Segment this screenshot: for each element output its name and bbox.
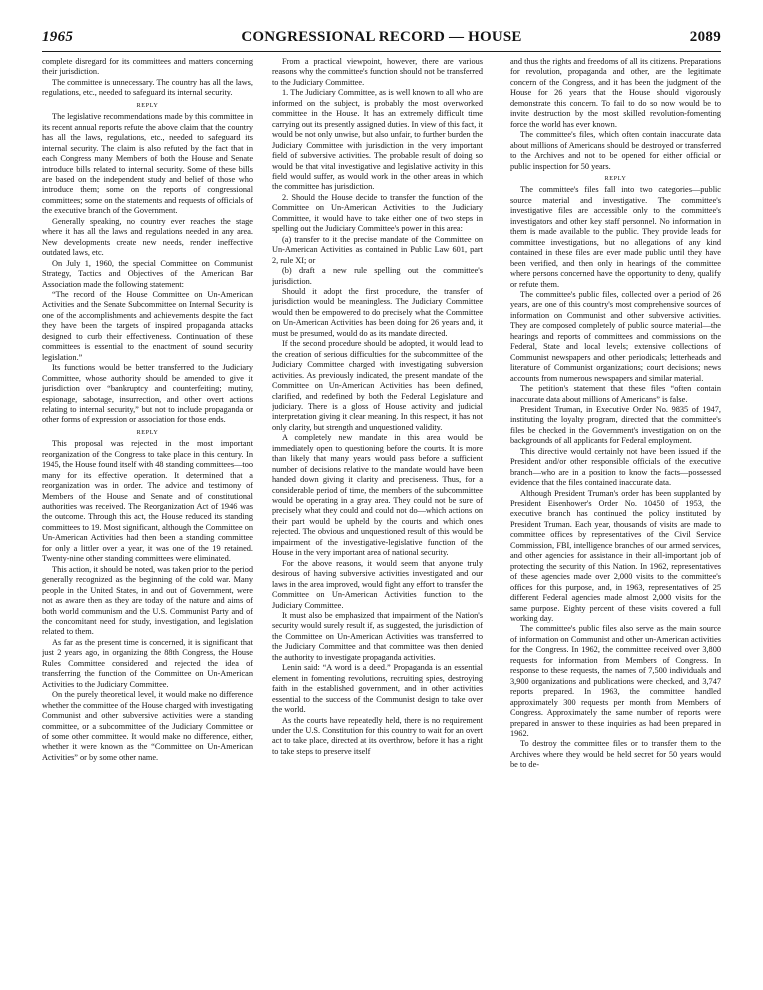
paragraph: For the above reasons, it would seem that anyone truly desirous of having subversive activities investigated and our laws in the area improved, would fight any effort to transfer the Committee on Un-American Activities function to the Judiciary Committee. (272, 558, 483, 610)
publication-title: CONGRESSIONAL RECORD — HOUSE (241, 29, 522, 45)
section-heading: REPLY (604, 174, 627, 182)
paragraph: “The record of the House Committee on Un-American Activities and the Senate Subcommittee on Internal Security is one of the accomplishments and achievements despite the fact they have been the targets of inspired propaganda attacks designed to curb their effectiveness. Continuation of these committees is essential to the enactment of sound security legislation.” (42, 289, 253, 362)
paragraph: This directive would certainly not have been issued if the President and/or other responsible officials of the executive branch—who are in a position to know the facts—possessed evidence that the files contained inaccurate data. (510, 446, 721, 488)
paragraph: This action, it should be noted, was taken prior to the period generally recognized as the beginning of the cold war. Many people in the United States, in and out of Government, were not as aware then as they are today of the nature and aims of both world communism and the U.S. Communist Party and of the concomitant need for study, investigation, and legislation related to them. (42, 564, 253, 637)
page-header (42, 29, 721, 53)
paragraph: If the second procedure should be adopted, it would lead to the creation of serious difficulties for the subcommittee of the Judiciary Committee charged with investigating subversion activities. As previously indicated, the present mandate of the Committee on Un-American Activities has been defined, clarified, and redefined by both the Federal Legislature and judiciary. There is a gloss of House activity and judicial interpretation giving it clear meaning. In this respect, it has not only clarity, but strength and unquestioned validity. (272, 339, 483, 432)
paragraph: (a) transfer to it the precise mandate of the Committee on Un-American Activities as contained in Public Law 601, part 2, rule XI; or (272, 234, 483, 265)
paragraph: On the purely theoretical level, it would make no difference whether the committee of the House charged with investigating Communist and other subversive activities were a standing committee, or a subcommittee of the Judiciary Committee or of some other committee. It would make no difference, either, whether it were known as the “Committee on Un-American Activities” or by some other name. (42, 690, 253, 762)
header-rule (42, 51, 721, 52)
paragraph: To destroy the committee files or to transfer them to the Archives where they would be held secret for 50 years would be to de- (510, 739, 721, 770)
header-year: 1965 (42, 29, 74, 45)
paragraph: The committee is unnecessary. The country has all the laws, regulations, etc., needed to safeguard its internal security. (42, 77, 253, 98)
paragraph: Should it adopt the first procedure, the transfer of jurisdiction would be meaningless. The Judiciary Committee would then be empowered to do precisely what the Committee on Un-American Activities has been doing for 26 years and, it must be presumed, would do as its mandate directed. (272, 286, 483, 338)
paragraph: The legislative recommendations made by this committee in its recent annual reports refute the above claim that the country has all the laws, regulations, etc., needed to safeguard its internal security. The claim is also refuted by the fact that in each Congress many Members of both the House and Senate introduce bills related to internal security. Some of these bills are based on the independent study and belief of those who introduce them; some on the reports of congressional committees; some on the statements and requests of officials of the executive branch of the Government. (42, 112, 253, 216)
paragraph-continuation: complete disregard for its committees and matters concerning their jurisdiction. (42, 57, 253, 77)
paragraph: 1. The Judiciary Committee, as is well known to all who are informed on the subject, is probably the most overworked committee in the House. It has an extremely difficult time carrying out its presently assigned duties. In view of this fact, it would be not only unwise, but also unfair, to further burden the Judiciary Committee with jurisdiction in the very important field of subversive activities. The probable result of doing so would be that vital investigative and legislative activity in this field would suffer, as would work in the other areas in which the committee has jurisdiction. (272, 88, 483, 192)
paragraph: As the courts have repeatedly held, there is no requirement under the U.S. Constitution for this country to wait for an overt act to take place, directed at its overthrow, before it has a right to take steps to preserve itself (272, 715, 483, 756)
paragraph: Although President Truman's order has been supplanted by President Eisenhower's Order No. 10450 of 1953, the executive branch has continued the policy instituted by President Truman. Each year, thousands of visits are made to committee offices by representatives of the Civil Service Commission, FBI, intelligence branches of our armed services, and other agencies for assistance in their all-important job of protecting the security of this Nation. In 1962, representatives of these agencies made over 2,000 visits to the committee's offices for this purpose, and, in 1963, representatives of 25 different Federal agencies made almost 2,000 visits for the same purpose. Eighty percent of these visits covered a full working day. (510, 488, 721, 624)
paragraph-continuation: and thus the rights and freedoms of all its citizens. Preparations for revolution, propaganda and other, are the legitimate concern of the Congress, and it has been the judgment of the House for 26 years that the House should vigorously demonstrate this concern. To fail to do so now would be to invite destruction by the most skilled revolution-fomenting force the world has ever known. (510, 57, 721, 129)
paragraph: Generally speaking, no country ever reaches the stage where it has all the laws and regulations needed in any area. New developments create new needs, render ineffective outdated laws, etc. (42, 216, 253, 258)
text-column-2 (272, 57, 483, 982)
paragraph: The committee's files, which often contain inaccurate data about millions of Americans should be destroyed or transferred to the Archives and not to be opened for either official or public inspection for 50 years. (510, 130, 721, 171)
paragraph: From a practical viewpoint, however, there are various reasons why the committee's function should not be transferred to the Judiciary Committee. (272, 57, 483, 87)
paragraph: This proposal was rejected in the most important reorganization of the Congress to take place in this century. In 1945, the House found itself with 48 standing committees—too many for its effective operation. It determined that a reorganization was in order. The advice and testimony of Members of the House and Senate and of constitutional authorities was received. The Reorganization Act of 1946 was the outcome. Through this act, the House reduced its standing committees to 19. Most significant, although the Committee on Un-American Activities had then been a standing committee for only a littler over a year, it was one of the 19 retained. Twenty-nine other standing committees were eliminated. (42, 439, 253, 564)
paragraph: Lenin said: “A word is a deed.” Propaganda is an essential element in fomenting revolutions, recruiting spies, destroying faith in the established government, and in other activities essential to the success of the Communist design to take over the world. (272, 663, 483, 715)
text-column-3 (510, 57, 721, 982)
text-column-1 (42, 57, 253, 982)
page-number: 2089 (689, 29, 721, 45)
paragraph: The committee's files fall into two categories—public source material and investigative. The committee's investigative files are accessible only to the committee's investigators and other key staff personnel. No information in them is made available to the public. They provide leads for committee investigations, but no allegations of any kind contained in these files are ever made public until they have been verified, and then only in hearings of the committee where persons concerned have the opportunity to deny, qualify or refute them. (510, 185, 721, 289)
paragraph: A completely new mandate in this area would be immediately open to questioning before the courts. It is more than likely that many years would pass before a sufficient number of decisions relative to the mandate would have been handed down giving it clarity and preciseness. Thus, for a considerable period of time, the members of the subcommittee would be operating in a gray area. They could not be sure of precisely what they could and could not do—which actions on their part would be upheld by the courts and which ones rejected. The obvious and unquestioned result of this would be impairment of the investigative-legislative function of the House in the very important area of national security. (272, 433, 483, 558)
paragraph: The committee's public files, collected over a period of 26 years, are one of this country's most comprehensive sources of information on Communist and other subversive activities. They are composed completely of public source material—the hearings and reports of committees and commissions on the Federal, State and local levels; extensive collections of Communist newspapers and other periodicals; letterheads and literature of Communist organizations; court decisions; news accounts from numerous newspapers and similar material. (510, 289, 721, 383)
paragraph: 2. Should the House decide to transfer the function of the Committee on Un-American Activities to the Judiciary Committee, it would have to take either one of two steps in spelling out the Judiciary Committee's power in this area: (272, 192, 483, 234)
paragraph: The committee's public files also serve as the main source of information on Communist and other un-American activities for the Congress. In 1962, the committee received over 3,800 requests for information from Members of Congress. In response to these requests, the names of 7,500 individuals and 3,900 organizations and publications were checked, and 3,747 reports prepared. In 1963, the committee handled approximately 300 requests per month from Members of Congress. Approximately the same number of reports were prepared in answer to these inquiries as had been prepared in 1962. (510, 624, 721, 738)
section-heading: REPLY (136, 101, 159, 109)
paragraph: On July 1, 1960, the special Committee on Communist Strategy, Tactics and Objectives of the American Bar Association made the following statement: (42, 258, 253, 289)
paragraph: It must also be emphasized that impairment of the Nation's security would surely result if, as suggested, the jurisdiction of the Committee on Un-American Activities was transferred to the Judiciary Committee and that committee was then denied the authority to investigate propaganda activities. (272, 611, 483, 662)
paragraph: (b) draft a new rule spelling out the committee's jurisdiction. (272, 266, 483, 286)
section-heading: REPLY (136, 428, 159, 436)
paragraph: President Truman, in Executive Order No. 9835 of 1947, instituting the loyalty program, directed that the committee's files be checked in the Government's investigation on on the backgrounds of all applicants for Federal employment. (510, 404, 721, 446)
paragraph: Its functions would be better transferred to the Judiciary Committee, whose authority should be amended to give it jurisdiction over “bankruptcy and counterfeiting; mutiny, espionage, sabotage, insurrection, and other overt actions relating to internal security,” but not to include propaganda or other forms of expression or association for those ends. (42, 363, 253, 425)
paragraph: As far as the present time is concerned, it is significant that just 2 years ago, in organizing the 88th Congress, the House Rules Committee considered and rejected the idea of transferring the function of the Committee on Un-American Activities to the Judiciary Committee. (42, 637, 253, 689)
paragraph: The petition's statement that these files “often contain inaccurate data about millions of Americans” is false. (510, 384, 721, 404)
